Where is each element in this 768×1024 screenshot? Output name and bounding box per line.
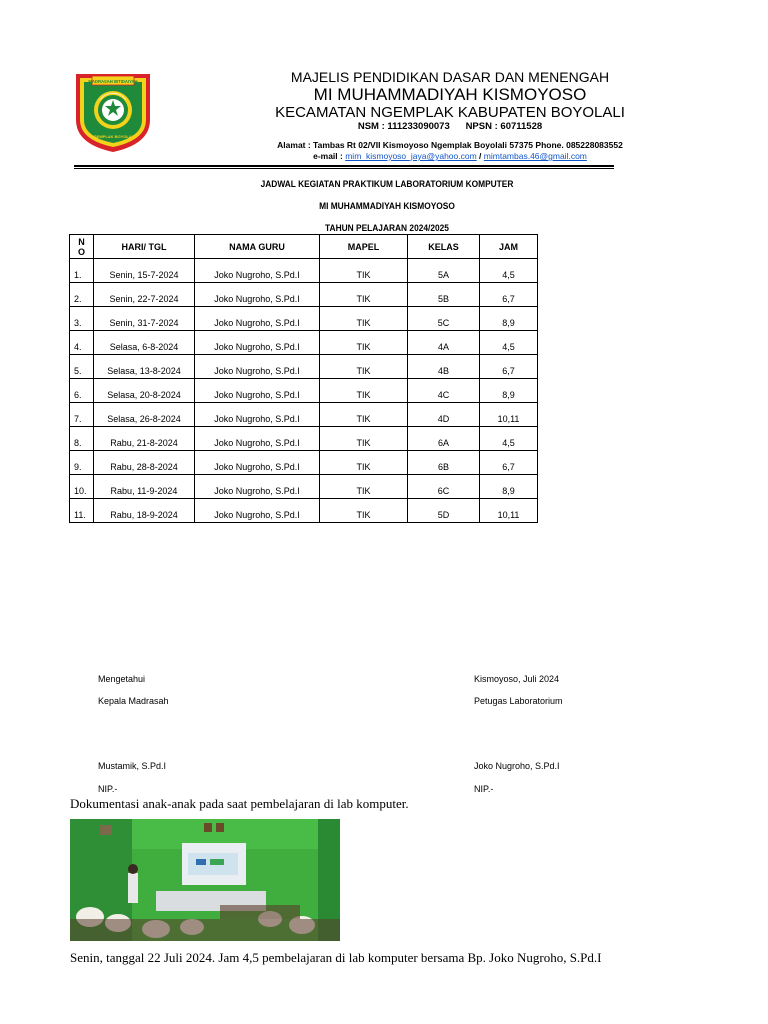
cell-hour: 4,5 xyxy=(480,259,538,283)
cell-no: 3. xyxy=(70,307,94,331)
cell-teacher: Joko Nugroho, S.Pd.I xyxy=(195,403,320,427)
email-link-gmail[interactable]: mimtambas.46@gmail.com xyxy=(483,151,587,161)
cell-date: Rabu, 21-8-2024 xyxy=(94,427,195,451)
sig-right-nip: NIP.- xyxy=(474,784,494,794)
header-nsm-npsn: NSM : 111233090073 NPSN : 60711528 xyxy=(357,121,543,132)
sig-left-nip: NIP.- xyxy=(98,784,118,794)
cell-no: 7. xyxy=(70,403,94,427)
table-row xyxy=(70,403,538,427)
cell-date: Selasa, 6-8-2024 xyxy=(94,331,195,355)
cell-subject: TIK xyxy=(320,259,408,283)
cell-teacher: Joko Nugroho, S.Pd.I xyxy=(195,451,320,475)
cell-subject: TIK xyxy=(320,451,408,475)
email-label: e-mail : xyxy=(313,151,346,161)
email-link-yahoo[interactable]: mim_kismoyoso_jaya@yahoo.com xyxy=(345,151,477,161)
sig-right-name: Joko Nugroho, S.Pd.I xyxy=(474,761,560,771)
cell-hour: 10,11 xyxy=(480,499,538,523)
table-row xyxy=(70,451,538,475)
cell-subject: TIK xyxy=(320,355,408,379)
cell-no: 6. xyxy=(70,379,94,403)
cell-hour: 8,9 xyxy=(480,307,538,331)
header-hour: JAM xyxy=(480,235,538,259)
table-row xyxy=(70,475,538,499)
header-date: HARI/ TGL xyxy=(94,235,195,259)
cell-no: 8. xyxy=(70,427,94,451)
cell-class: 5A xyxy=(408,259,480,283)
cell-date: Senin, 22-7-2024 xyxy=(94,283,195,307)
cell-date: Senin, 15-7-2024 xyxy=(94,259,195,283)
header-school-name: MI MUHAMMADIYAH KISMOYOSO xyxy=(313,85,587,104)
classroom-photo-graphic xyxy=(70,819,340,941)
cell-date: Selasa, 26-8-2024 xyxy=(94,403,195,427)
header-no: N O xyxy=(70,235,94,259)
cell-teacher: Joko Nugroho, S.Pd.I xyxy=(195,379,320,403)
cell-hour: 6,7 xyxy=(480,451,538,475)
cell-date: Senin, 31-7-2024 xyxy=(94,307,195,331)
sig-left-line1: Mengetahui xyxy=(98,674,146,684)
table-row xyxy=(70,283,538,307)
email-separator: / xyxy=(476,151,484,161)
cell-date: Selasa, 13-8-2024 xyxy=(94,355,195,379)
cell-class: 5C xyxy=(408,307,480,331)
cell-hour: 8,9 xyxy=(480,475,538,499)
cell-teacher: Joko Nugroho, S.Pd.I xyxy=(195,355,320,379)
cell-class: 6A xyxy=(408,427,480,451)
cell-no: 4. xyxy=(70,331,94,355)
table-row xyxy=(70,259,538,283)
table-row xyxy=(70,331,538,355)
cell-no: 11. xyxy=(70,499,94,523)
table-row xyxy=(70,379,538,403)
cell-no: 5. xyxy=(70,355,94,379)
header-email xyxy=(66,151,768,161)
cell-teacher: Joko Nugroho, S.Pd.I xyxy=(195,427,320,451)
cell-subject: TIK xyxy=(320,475,408,499)
header-teacher: NAMA GURU xyxy=(195,235,320,259)
logo-bottom-text: NGEMPLAK BOYOLALI xyxy=(90,134,136,139)
table-row xyxy=(70,499,538,523)
cell-hour: 4,5 xyxy=(480,331,538,355)
sig-left-line2: Kepala Madrasah xyxy=(98,696,169,706)
cell-class: 5B xyxy=(408,283,480,307)
cell-subject: TIK xyxy=(320,403,408,427)
cell-teacher: Joko Nugroho, S.Pd.I xyxy=(195,307,320,331)
cell-teacher: Joko Nugroho, S.Pd.I xyxy=(195,283,320,307)
doc-title-1: JADWAL KEGIATAN PRAKTIKUM LABORATORIUM KOMPUTER xyxy=(260,179,514,190)
cell-date: Rabu, 18-9-2024 xyxy=(94,499,195,523)
cell-class: 4D xyxy=(408,403,480,427)
table-row xyxy=(70,307,538,331)
sig-right-line1: Kismoyoso, Juli 2024 xyxy=(474,674,560,684)
header-class: KELAS xyxy=(408,235,480,259)
doc-title-3: TAHUN PELAJARAN 2024/2025 xyxy=(325,223,449,234)
header-district: KECAMATAN NGEMPLAK KABUPATEN BOYOLALI xyxy=(275,104,625,121)
cell-subject: TIK xyxy=(320,283,408,307)
cell-no: 2. xyxy=(70,283,94,307)
cell-teacher: Joko Nugroho, S.Pd.I xyxy=(195,475,320,499)
cell-hour: 10,11 xyxy=(480,403,538,427)
cell-date: Selasa, 20-8-2024 xyxy=(94,379,195,403)
table-row xyxy=(70,427,538,451)
cell-date: Rabu, 11-9-2024 xyxy=(94,475,195,499)
cell-hour: 4,5 xyxy=(480,427,538,451)
documentation-caption: Dokumentasi anak-anak pada saat pembelajaran di lab komputer. xyxy=(70,796,409,811)
cell-subject: TIK xyxy=(320,499,408,523)
cell-subject: TIK xyxy=(320,331,408,355)
cell-subject: TIK xyxy=(320,427,408,451)
cell-subject: TIK xyxy=(320,307,408,331)
cell-hour: 6,7 xyxy=(480,283,538,307)
logo-top-text: MADRASAH IBTIDAIYAH xyxy=(88,79,138,84)
doc-title-2: MI MUHAMMADIYAH KISMOYOSO xyxy=(319,201,455,212)
cell-teacher: Joko Nugroho, S.Pd.I xyxy=(195,499,320,523)
cell-class: 4B xyxy=(408,355,480,379)
sig-right-line2: Petugas Laboratorium xyxy=(474,696,563,706)
cell-no: 10. xyxy=(70,475,94,499)
header-address: Alamat : Tambas Rt 02/VII Kismoyoso Ngemplak Boyolali 57375 Phone. 085228083552 xyxy=(277,140,623,150)
cell-teacher: Joko Nugroho, S.Pd.I xyxy=(195,259,320,283)
sig-left-name: Mustamik, S.Pd.I xyxy=(98,761,167,771)
cell-subject: TIK xyxy=(320,379,408,403)
cell-class: 4C xyxy=(408,379,480,403)
schedule-table xyxy=(69,234,538,523)
header-rule-thick xyxy=(74,165,614,167)
cell-hour: 8,9 xyxy=(480,379,538,403)
table-header-row xyxy=(70,235,538,259)
cell-class: 4A xyxy=(408,331,480,355)
header-subject: MAPEL xyxy=(320,235,408,259)
cell-no: 1. xyxy=(70,259,94,283)
cell-teacher: Joko Nugroho, S.Pd.I xyxy=(195,331,320,355)
cell-class: 6C xyxy=(408,475,480,499)
photo-caption: Senin, tanggal 22 Juli 2024. Jam 4,5 pembelajaran di lab komputer bersama Bp. Joko Nugroho, S.Pd.I xyxy=(70,950,602,965)
cell-no: 9. xyxy=(70,451,94,475)
cell-hour: 6,7 xyxy=(480,355,538,379)
cell-class: 5D xyxy=(408,499,480,523)
cell-class: 6B xyxy=(408,451,480,475)
cell-date: Rabu, 28-8-2024 xyxy=(94,451,195,475)
header-council: MAJELIS PENDIDIKAN DASAR DAN MENENGAH xyxy=(290,69,610,85)
classroom-photo xyxy=(70,819,340,941)
table-body xyxy=(70,259,538,523)
table-row xyxy=(70,355,538,379)
header-rule-thin xyxy=(74,168,614,169)
